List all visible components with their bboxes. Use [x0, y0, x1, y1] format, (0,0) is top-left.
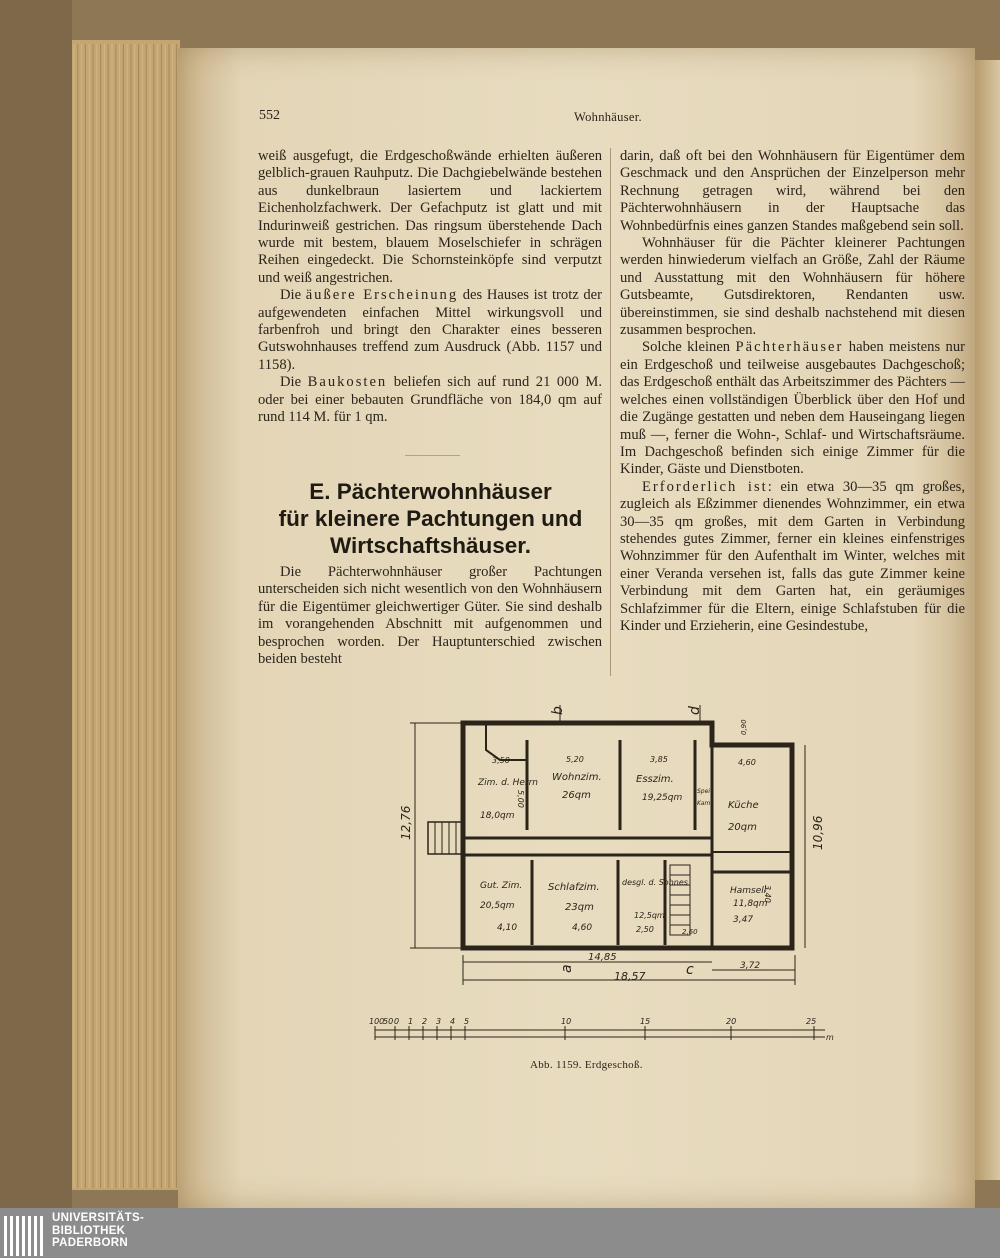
room-label: Esszim.: [636, 774, 674, 785]
scale-label: 15: [640, 1017, 651, 1026]
dimension: 5,00: [516, 790, 525, 808]
scale-label: 4: [450, 1017, 456, 1026]
page-number: 552: [259, 108, 280, 123]
next-page-edge: [975, 60, 1000, 1180]
library-logo-icon: [4, 1216, 44, 1256]
scale-label: 20: [726, 1017, 737, 1026]
scale-bar: [365, 1012, 845, 1047]
right-column: [620, 148, 965, 635]
room-label: Hamsell: [730, 886, 767, 896]
scale-label: 50: [383, 1017, 394, 1026]
room-label: Gut. Zim.: [480, 881, 523, 891]
dimension: 4,60: [572, 923, 593, 933]
library-footer: [0, 1208, 1000, 1258]
room-label: Schlafzim.: [548, 882, 600, 893]
section-heading: E. Pächterwohnhäuser für kleinere Pachtungen und Wirtschaftshäuser.: [278, 479, 583, 558]
figure-caption: Abb. 1159. Erdgeschoß.: [530, 1059, 643, 1071]
paragraph: Wohnhäuser für die Pächter kleinerer Pachtungen werden hinwiederum vielfach an Größe, Zahl der Räume und Ausstattung mit den Wohnhäusern für höhere Gutsbeamte, Gutsdirektoren, Rendanten usw. übereinstimmen, sie sind deshalb nachstehend mit diesen zusammen besprochen.: [620, 235, 965, 339]
scale-label: 25: [806, 1017, 817, 1026]
scale-label: 10: [561, 1017, 572, 1026]
paragraph: Die äußere Erscheinung des Hauses ist trotz der aufgewendeten einfachen Mittel wirkungsvoll und farbenfroh und bringt den Charakter eines besseren Gutswohnhauses treffend zum Ausdruck (Abb. 1157 und 1158).: [258, 287, 602, 373]
dimension: 3,47: [733, 915, 754, 925]
dimension: 4,60: [738, 758, 756, 767]
dimension: 3,40: [763, 885, 772, 903]
scale-label: 1: [408, 1017, 414, 1026]
paragraph: Erforderlich ist: ein etwa 30—35 qm großes, zugleich als Eßzimmer dienendes Wohnzimmer, ein etwa 30—35 qm großes, mit dem Garten in Verbindung stehendes gutes Zimmer, ferner ein kleines einfenstriges Wohnzimmer für den Aufenthalt im Winter, welches mit einer Veranda versehen ist, falls das gute Zimmer keine Verbindung mit dem Garten hat, ein geräumiges Schlafzimmer für die Eltern, einige Schlafstuben für die Kinder und Erzieherin, eine Gesindestube,: [620, 478, 965, 634]
paragraph: Solche kleinen Pächterhäuser haben meistens nur ein Erdgeschoß und teilweise ausgebautes Dachgeschoß; das Erdgeschoß enthält das Arbeitszimmer des Pächters — welches einen vollständigen Überblick über den Hof und die Zugänge gestatten und neben dem Hauseingang liegen muß —, ferner die Wohn-, Schlaf- und Wirtschaftsräume. Im Dachgeschoß befinden sich einige Zimmer für die Kinder, Gäste und Dienstboten.: [620, 339, 965, 478]
room-area: 19,25qm: [642, 793, 683, 803]
room-label: desgl. d. Sohnes: [622, 878, 688, 887]
dimension: 2,60: [682, 928, 698, 936]
paragraph: Die Pächterwohnhäuser großer Pachtungen unterscheiden sich nicht wesentlich von den Wohnhäusern für die Eigentümer gleichwertiger Güter. Sie sind deshalb im vorangehenden Abschnitt mit aufgenommen und besprochen worden. Der Hauptunterschied zwischen beiden besteht: [258, 564, 602, 668]
room-label: Zim. d. Herrn: [478, 778, 538, 788]
left-column-continued: [258, 564, 602, 668]
dimension: 4,10: [497, 923, 518, 933]
room-area: 20qm: [728, 822, 757, 833]
page-edges: [0, 0, 190, 1210]
paragraph: weiß ausgefugt, die Erdgeschoßwände erhielten äußeren gelblich-grauen Rauhputz. Die Dachgiebelwände bestehen aus dunkelbraun lasiertem und lackiertem Eichenholzfachwerk. Der Gefachputz ist glatt und mit Indurinweiß gestrichen. Das ringsum überstehende Dach wurde mit bestem, blauem Moselschiefer in schrägen Reihen eingedeckt. Die Schornsteinköpfe sind verputzt und weiß angestrichen.: [258, 148, 602, 286]
room-area: 11,8qm: [733, 899, 768, 909]
room-label: Wohnzim.: [552, 772, 602, 783]
room-area: 12,5qm: [634, 911, 665, 920]
room-label: Küche: [728, 800, 759, 811]
room-label: Kam: [697, 800, 711, 807]
room-area: 18,0qm: [480, 811, 515, 821]
dimension: 18,57: [614, 970, 646, 983]
left-column: [258, 148, 602, 427]
dimension: 3,85: [650, 755, 668, 764]
library-name: UNIVERSITÄTS- BIBLIOTHEK PADERBORN: [52, 1212, 145, 1249]
dimension: 0,90: [740, 719, 748, 735]
paragraph: darin, daß oft bei den Wohnhäusern für Eigentümer dem Geschmack und den Ansprüchen der Einzelperson mehr Rechnung getragen wird, während bei den Pächterwohnhäusern in der Hauptsache das Wohnbedürfnis eines ganzen Standes maßgebend sein soll.: [620, 148, 965, 234]
scale-label: 0: [394, 1017, 400, 1026]
floor-plan: [370, 690, 840, 990]
section-mark: d: [687, 706, 703, 715]
dimension: 12,76: [399, 805, 413, 840]
scale-label: 100: [369, 1017, 385, 1026]
dimension: 2,50: [636, 925, 654, 934]
paragraph: Die Baukosten beliefen sich auf rund 21 000 M. oder bei einer bebauten Grundfläche von 184,0 qm auf rund 114 M. für 1 qm.: [258, 374, 602, 426]
separator-rule: [405, 455, 460, 456]
room-area: 26qm: [562, 790, 591, 801]
dimension: 3,50: [492, 756, 510, 765]
dimension: 3,72: [740, 961, 761, 971]
dimension: 10,96: [811, 815, 825, 850]
scale-label: 5: [464, 1017, 470, 1026]
dimension: 5,20: [566, 755, 584, 764]
section-mark: b: [550, 706, 566, 715]
scale-unit: m: [826, 1033, 834, 1042]
section-mark: c: [686, 962, 694, 978]
section-mark: a: [559, 964, 575, 973]
room-label: Spei: [697, 788, 710, 795]
scale-label: 2: [422, 1017, 428, 1026]
dimension: 14,85: [588, 952, 617, 963]
room-area: 23qm: [565, 902, 594, 913]
running-title: Wohnhäuser.: [574, 110, 642, 124]
scale-label: 3: [436, 1017, 442, 1026]
room-area: 20,5qm: [480, 901, 515, 911]
column-rule: [610, 148, 611, 676]
